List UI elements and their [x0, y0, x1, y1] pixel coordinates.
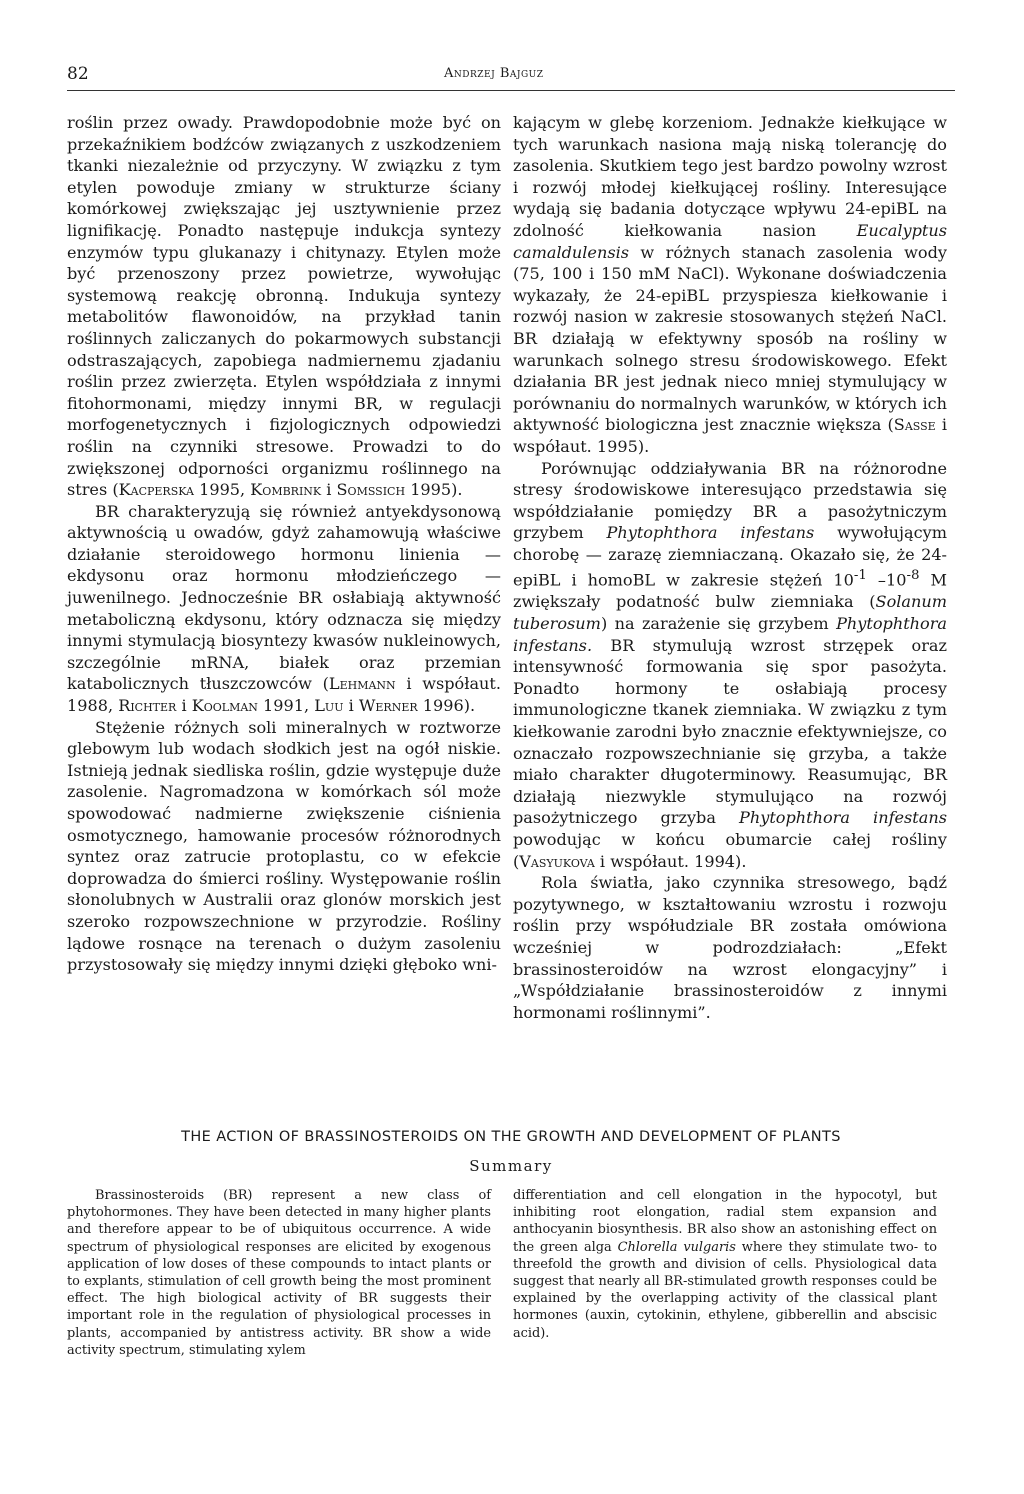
citation: Werner [358, 696, 418, 716]
citation: Luu [314, 696, 344, 716]
citation: Somssich [336, 480, 406, 500]
summary-heading: Summary [469, 1157, 553, 1175]
summary-title: THE ACTION OF BRASSINOSTEROIDS ON THE GROWTH AND DEVELOPMENT OF PLANTS [181, 1129, 841, 1145]
left-column [67, 112, 501, 976]
right-paragraph-2: Porównując oddziaływania BR na różnorodne stresy środowiskowe interesująco przedstawia się współdziałanie pomiędzy BR a pasożytniczym grzybem Phytophthora infestans wywołującym chorobę — zarazę ziemniaczaną. Okazało się, że 24-epiBL i homoBL w zakresie stężeń $10^{-1}$ $-10^{-8}$ M zwiększały podatność bulw ziemniaka (Solanum tuberosum) na zarażenie się grzybem Phytophthora infestans. BR stymulują wzrost strzępek oraz intensywność formowania się spor pasożyta. Ponadto hormony te osłabiają procesy immunologiczne tkanek ziemniaka. W związku z tym kiełkowanie zarodni było znacznie efektywniejsze, co oznaczało rozpowszechnianie się grzyba, a także miało charakter długoterminowy. Reasumując, BR działają niezwykle stymulująco na rozwój pasożytniczego grzyba Phytophthora infestans powodując w końcu obumarcie całej rośliny (Vasyukova i współaut. 1994). [513, 458, 947, 871]
citation: Vasyukova [519, 851, 595, 871]
species-name: Phytophthora infestans [606, 523, 815, 543]
right-column [513, 112, 947, 1023]
species-name: Eucalyptus camaldulensis [513, 220, 947, 262]
citation: Lehmann [328, 674, 396, 694]
right-paragraph-3: Rola światła, jako czynnika stresowego, bądź pozytywnego, w kształtowaniu wzrostu i rozwoju roślin przy współudziale BR została omówiona wcześniej w podrozdziałach: „Efekt brassinosteroidów na wzrost elongacyjny” i „Współdziałanie brassinosteroidów z innymi hormonami roślinnymi”. [513, 873, 947, 1022]
species-name: Phytophthora infestans. [513, 614, 947, 655]
summary-left-column [67, 1187, 491, 1359]
citation: Richter [118, 696, 177, 716]
summary-right-column [513, 1187, 937, 1342]
summary-paragraph-continued: differentiation and cell elongation in the hypocotyl, but inhibiting root elongation, radial stem expansion and anthocyanin biosynthesis. BR also show an astonishing effect on the green alga Chlorella vulgaris where they stimulate two- to threefold the growth and division of cells. Physiological data suggest that nearly all BR-stimulated growth responses could be explained by the overlapping activity of the classical plant hormones (auxin, cytokinin, ethylene, gibberellin and abscisic acid). [513, 1188, 938, 1341]
left-paragraph-1: roślin przez owady. Prawdopodobnie może być on przekaźnikiem bodźców związanych z uszkodzeniem tkanki niezależnie od przyczyny. W związku z tym etylen powoduje zmiany w strukturze ściany komórkowej zwiększając jej usztywnienie przez lignifikację. Ponadto następuje indukcja syntezy enzymów typu glukanazy i chitynazy. Etylen może być przenoszony przez powietrze, wywołując systemową reakcję obronną. Indukuja syntezy metabolitów flawonoidów, na przykład tanin roślinnych zaliczanych do pokarmowych substancji odstraszających, zapobiega nadmiernemu zjadaniu roślin przez zwierzęta. Etylen współdziała z innymi fitohormonami, między innymi BR, w regulacji morfogenetycznych i fizjologicznych odpowiedzi roślin na czynniki stresowe. Prowadzi to do zwiększonej odporności organizmu roślinnego na stres (Kacperska 1995, Kombrink i Somssich 1995). [67, 113, 501, 500]
citation: Kombrink [250, 480, 322, 500]
species-name: Solanum tuberosum [513, 592, 947, 634]
left-paragraph-3: Stężenie różnych soli mineralnych w roztworze glebowym lub wodach słodkich jest na ogół niskie. Istnieją jednak siedliska roślin, gdzie występuje duże zasolenie. Nagromadzona w komórkach sól może spowodować nadmierne zwiększenie ciśnienia osmotycznego, hamowanie procesów różnorodnych syntez oraz zatrucie protoplastu, co w efekcie doprowadza do śmierci rośliny. Występowanie roślin słonolubnych w Australii oraz glonów morskich jest szeroko rozpowszechnione w przyrodzie. Rośliny lądowe rosnące na terenach o dużym zasoleniu przystosowały się między innymi dzięki głęboko wni- [67, 717, 501, 975]
citation: Koolman [191, 696, 258, 716]
summary-paragraph: Brassinosteroids (BR) represent a new class of phytohormones. They have been detected in many higher plants and therefore appear to be of ubiquitous occurrence. A wide spectrum of physiological responses are elicited by exogenous application of low doses of these compounds to intact plants or to explants, stimulation of cell growth being the most prominent effect. The high biological activity of BR suggests their important role in the regulation of physiological processes in plants, accompanied by antistress activity. BR show a wide activity spectrum, stimulating xylem [67, 1188, 491, 1358]
header-rule [67, 90, 955, 91]
citation: Kacperska [118, 480, 194, 500]
citation: Sasse [893, 415, 936, 435]
species-name: Phytophthora infestans [739, 808, 947, 828]
species-name: Chlorella vulgaris [617, 1239, 736, 1255]
right-paragraph-1: kającym w glebę korzeniom. Jednakże kiełkujące w tych warunkach nasiona mają niską tolerancję do zasolenia. Skutkiem tego jest bardzo powolny wzrost i rozwój młodej kiełkującej rośliny. Interesujące wydają się badania dotyczące wpływu 24-epiBL na zdolność kiełkowania nasion Eucalyptus camaldulensis w różnych stanach zasolenia wody (75, 100 i 150 mM NaCl). Wykonane doświadczenia wykazały, że 24-epiBL przyspiesza kiełkowanie i rozwój nasion w zakresie stosowanych stężeń NaCl. BR działają w efektywny sposób na rośliny w warunkach solnego stresu środowiskowego. Efekt działania BR jest jednak nieco mniej stymulujący w porównaniu do normalnych warunków, w których ich aktywność biologiczna jest znacznie większa (Sasse i współaut. 1995). [513, 113, 948, 456]
left-paragraph-2: BR charakteryzują się również antyekdysonową aktywnością u owadów, gdyż zahamowują właściwe działanie steroidowego hormonu linienia — ekdysonu oraz hormonu młodzieńczego — juwenilnego. Jednocześnie BR osłabiają aktywność metaboliczną ekdysonu, który odznacza się między innymi stymulacją biosyntezy kwasów nukleinowych, szczególnie mRNA, białek oraz przemian katabolicznych tłuszczowców (Lehmann i współaut. 1988, Richter i Koolman 1991, Luu i Werner 1996). [67, 501, 501, 716]
running-head-author: Andrzej Bajguz [444, 66, 544, 81]
page-number: 82 [67, 64, 89, 84]
exponent: -1 [853, 568, 867, 584]
exponent: -8 [906, 568, 920, 584]
